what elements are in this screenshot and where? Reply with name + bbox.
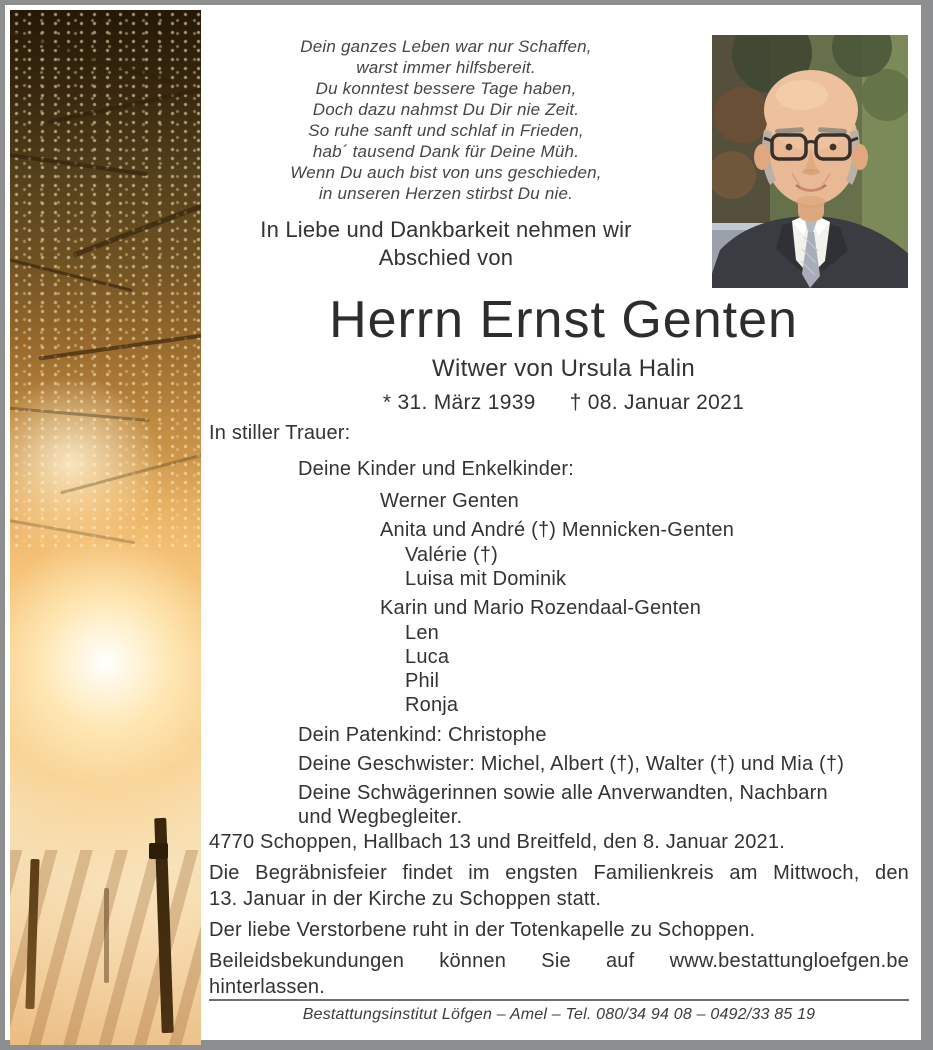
memorial-poem — [201, 36, 691, 204]
mourner-line: Dein Patenkind: Christophe — [298, 724, 547, 746]
condolence-line: hinterlassen. — [209, 976, 325, 998]
funeral-home-line: Bestattungsinstitut Löfgen – Amel – Tel. 080/34 94 08 – 0492/33 85 19 — [302, 1006, 816, 1023]
mourner-line: Werner Genten — [380, 490, 519, 512]
mourner-line: Luca — [405, 646, 450, 668]
life-dates — [201, 391, 926, 415]
farewell-intro-line: Abschied von — [378, 245, 514, 270]
funeral-service-line: 13. Januar in der Kirche zu Schoppen statt. — [209, 888, 602, 910]
memorial-card — [5, 5, 921, 1040]
poem-line: in unseren Herzen stirbst Du nie. — [318, 184, 574, 203]
poem-line: Du konntest bessere Tage haben, — [315, 79, 577, 98]
mourner-line: Len — [405, 622, 439, 644]
funeral-service-line: Die Begräbnisfeier findet im engsten Familienkreis am Mittwoch, den — [209, 862, 909, 884]
farewell-intro-line: In Liebe und Dankbarkeit nehmen wir — [260, 217, 632, 242]
mourner-line: Valérie (†) — [405, 544, 498, 566]
birth-date: * 31. März 1939 — [382, 391, 536, 414]
poem-line: Wenn Du auch bist von uns geschieden, — [290, 163, 602, 182]
deceased-relation: Witwer von Ursula Halin — [432, 355, 695, 382]
mourner-line: Ronja — [405, 694, 459, 716]
mourners-list — [298, 457, 924, 829]
poem-line: Dein ganzes Leben war nur Schaffen, — [300, 37, 592, 56]
funeral-notices — [209, 829, 909, 1000]
mourner-line: Deine Geschwister: Michel, Albert (†), Walter (†) und Mia (†) — [298, 753, 845, 775]
mourner-line: Karin und Mario Rozendaal-Genten — [380, 597, 702, 619]
address-date-line: 4770 Schoppen, Hallbach 13 und Breitfeld, den 8. Januar 2021. — [209, 831, 785, 853]
poem-line: Doch dazu nahmst Du Dir nie Zeit. — [312, 100, 580, 119]
forest-canopy-speckles — [10, 10, 201, 548]
forest-photo — [10, 10, 201, 1045]
resting-place-line: Der liebe Verstorbene ruht in der Totenkapelle zu Schoppen. — [209, 919, 756, 941]
poem-line: warst immer hilfsbereit. — [356, 58, 536, 77]
farewell-intro — [201, 216, 691, 272]
tree-trunk — [104, 888, 109, 983]
mourning-heading: In stiller Trauer: — [209, 422, 351, 444]
birdhouse-on-trunk — [149, 843, 168, 859]
portrait-photo — [712, 35, 908, 288]
mourner-line: Deine Kinder und Enkelkinder: — [298, 458, 574, 480]
poem-line: So ruhe sanft und schlaf in Frieden, — [308, 121, 584, 140]
condolence-line: Beileidsbekundungen können Sie auf www.bestattungloefgen.be — [209, 950, 909, 972]
mourner-line: und Wegbegleiter. — [298, 806, 463, 828]
mourner-line: Luisa mit Dominik — [405, 568, 567, 590]
mourner-line: Deine Schwägerinnen sowie alle Anverwandten, Nachbarn — [298, 782, 828, 804]
page-title-deceased-name: Herrn Ernst Genten — [329, 291, 798, 349]
poem-line: hab´ tausend Dank für Deine Müh. — [312, 142, 580, 161]
death-date: † 08. Januar 2021 — [569, 391, 745, 414]
mourner-line: Phil — [405, 670, 440, 692]
divider-rule — [209, 999, 909, 1001]
mourner-line: Anita und André (†) Mennicken-Genten — [380, 519, 735, 541]
